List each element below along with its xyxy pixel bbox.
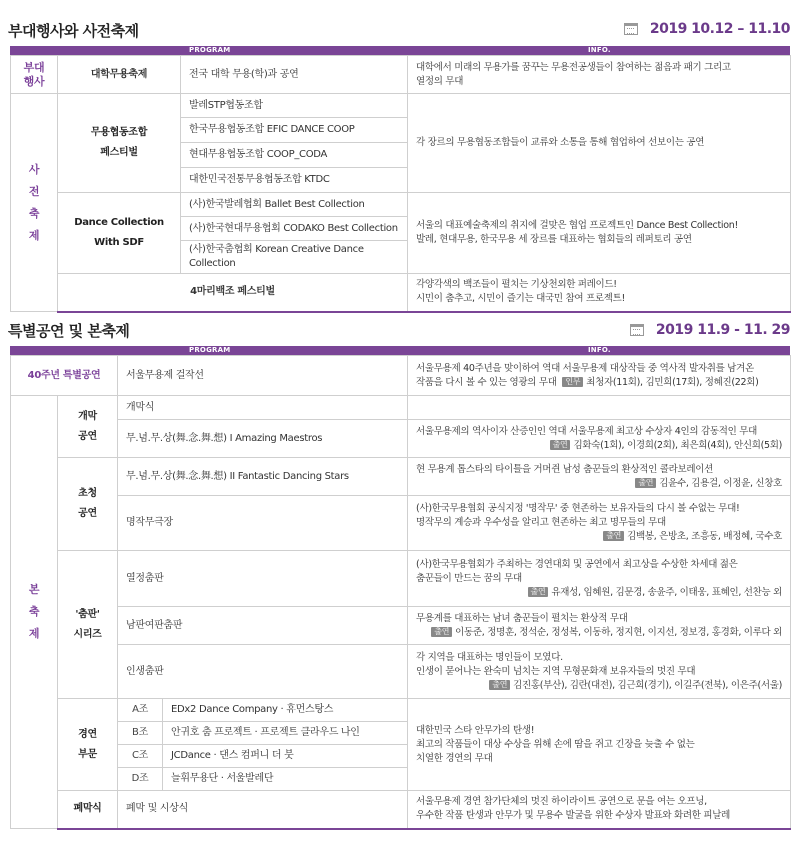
program-item: (사)한국발레협회 Ballet Best Collection <box>181 193 408 217</box>
program-name: 경연 부문 <box>58 699 118 791</box>
col-program-label: PROGRAM <box>189 46 231 54</box>
info-cell: (사)한국무용협회 공식지정 '명작무' 중 현존하는 보유자들의 다시 볼 수없는 무대! 명작무의 계승과 우수성을 알리고 현존하는 최고 명무들의 무대 출연 김백봉, 은방초, 조흥동, 배정혜, 국수호 <box>408 496 791 551</box>
cast-tag: 출연 <box>431 627 452 637</box>
calendar-icon <box>624 23 638 35</box>
group-teams: 안귀호 춤 프로젝트 · 프로젝트 클라우드 나인 <box>163 722 408 745</box>
table-row <box>11 396 791 420</box>
group-label: D조 <box>118 768 163 791</box>
category-cell: 본 축 제 <box>11 396 58 829</box>
info-cell: 각양각색의 백조들이 펼치는 기상천외한 퍼레이드! 시민이 춤추고, 시민이 즐기는 대국민 참여 프로젝트! <box>408 274 791 312</box>
info-cell: 서울의 대표예술축제의 취지에 걸맞은 협업 프로젝트인 Dance Best Collection! 발레, 현대무용, 한국무용 세 장르를 대표하는 협회들의 레퍼토리 공연 <box>408 193 791 274</box>
section1-title: 부대행사와 사전축제 <box>8 22 139 40</box>
program-item: (사)한국춤협회 Korean Creative Dance Collection <box>181 241 408 274</box>
section2-date: 2019 11.9 - 11. 29 <box>655 322 790 338</box>
cast-tag: 출연 <box>603 531 624 541</box>
program-item: 서울무용제 걸작선 <box>118 356 408 396</box>
section2-header-bar <box>10 346 790 355</box>
program-item: 발레STP협동조합 <box>181 94 408 118</box>
program-item: 개막식 <box>118 396 408 420</box>
info-cell: 서울무용제 경연 참가단체의 멋진 하이라이트 공연으로 문을 여는 오프닝, 우수한 작품 탄생과 안무가 및 무용수 발굴을 위한 수상자 발표와 화려한 피날레 <box>408 791 791 829</box>
program-name: '춤판' 시리즈 <box>58 551 118 699</box>
section2-title: 특별공연 및 본축제 <box>8 322 130 340</box>
program-item: 명작무극장 <box>118 496 408 551</box>
cast-tag: 출연 <box>528 587 549 597</box>
table-row <box>11 356 791 396</box>
program-item: 전국 대학 무용(학)과 공연 <box>181 56 408 94</box>
category-cell: 부대 행사 <box>11 56 58 94</box>
info-cell: (사)한국무용협회가 주최하는 경연대회 및 공연에서 최고상을 수상한 차세대 젊은 춤꾼들이 만드는 꿈의 무대 출연 유재성, 임혜원, 김문경, 송윤주, 이태웅, 표혜인, 선찬능 외 <box>408 551 791 607</box>
table-row <box>11 496 791 551</box>
section1-table <box>10 55 791 313</box>
program-item: 무.념.무.상(舞.念.舞.想) II Fantastic Dancing Stars <box>118 458 408 496</box>
info-cell: 각 장르의 무용협동조합들이 교류와 소통을 통해 협업하여 선보이는 공연 <box>408 94 791 193</box>
table-row <box>11 458 791 496</box>
table-row <box>11 274 791 312</box>
info-cell <box>408 396 791 420</box>
group-label: C조 <box>118 745 163 768</box>
info-cell: 각 지역을 대표하는 명인들이 모였다. 인생이 묻어나는 완숙미 넘치는 지역 무형문화재 보유자들의 멋진 무대 출연 김진홍(부산), 김란(대전), 김근희(경기), 이길주(전북), 이은주(서울) <box>408 645 791 699</box>
program-name: Dance Collection With SDF <box>58 193 181 274</box>
section1-date-wrap <box>624 21 790 37</box>
group-teams: EDx2 Dance Company · 휴먼스탕스 <box>163 699 408 722</box>
table-row <box>11 420 791 458</box>
group-teams: 늘휘무용단 · 서울발레단 <box>163 768 408 791</box>
program-name: 폐막식 <box>58 791 118 829</box>
info-cell: 서울무용제의 역사이자 산증인인 역대 서울무용제 최고상 수상자 4인의 감동적인 무대 출연 김화숙(1회), 이경희(2회), 최은희(4회), 안신희(5회) <box>408 420 791 458</box>
program-name: 4마리백조 페스티벌 <box>58 274 408 312</box>
table-row <box>11 607 791 645</box>
table-row <box>11 94 791 118</box>
group-label: A조 <box>118 699 163 722</box>
cast-tag: 출연 <box>489 680 510 690</box>
section1-header-bar <box>10 46 790 55</box>
table-row <box>11 56 791 94</box>
info-cell: 대학에서 미래의 무용가를 꿈꾸는 무용전공생들이 참여하는 젊음과 패기 그리고 열정의 무대 <box>408 56 791 94</box>
cast-tag: 출연 <box>635 478 656 488</box>
col-info-label: INFO. <box>588 46 611 54</box>
calendar-icon <box>630 324 644 336</box>
program-name: 무용협동조합 페스티벌 <box>58 94 181 193</box>
program-name: 대학무용축제 <box>58 56 181 94</box>
info-cell: 무용계를 대표하는 남녀 춤꾼들이 펼치는 환상적 무대 출연 이동준, 정명훈, 정석순, 정성복, 이동하, 정지현, 이지선, 정보경, 홍경화, 이루다 외 <box>408 607 791 645</box>
group-teams: JCDance · 댄스 컴퍼니 더 붓 <box>163 745 408 768</box>
section2-date-wrap <box>630 322 790 338</box>
cast-tag: 출연 <box>550 440 571 450</box>
table-row <box>11 193 791 217</box>
program-item: 대한민국전통무용협동조합 KTDC <box>181 168 408 193</box>
table-row <box>11 699 791 722</box>
info-cell: 대한민국 스타 안무가의 탄생! 최고의 작품들이 대상 수상을 위해 손에 땀을 쥐고 긴장을 늦출 수 없는 치열한 경연의 무대 <box>408 699 791 791</box>
category-cell: 사 전 축 제 <box>11 94 58 312</box>
category-cell: 40주년 특별공연 <box>11 356 118 396</box>
info-cell: 현 무용계 톱스타의 타이틀을 거머쥔 남성 춤꾼들의 환상적인 콜라보레이션 출연 김윤수, 김용걸, 이정윤, 신창호 <box>408 458 791 496</box>
col-info-label: INFO. <box>588 346 611 354</box>
group-label: B조 <box>118 722 163 745</box>
table-row <box>11 645 791 699</box>
cast-tag: 인무 <box>562 377 583 387</box>
section1-date: 2019 10.12 – 11.10 <box>649 21 790 37</box>
program-item: 한국무용협동조합 EFIC DANCE COOP <box>181 118 408 143</box>
program-item: 인생춤판 <box>118 645 408 699</box>
program-item: (사)한국현대무용협회 CODAKO Best Collection <box>181 217 408 241</box>
program-item: 열정춤판 <box>118 551 408 607</box>
program-name: 초청 공연 <box>58 458 118 551</box>
section2-table <box>10 355 791 830</box>
table-row <box>11 551 791 607</box>
program-item: 폐막 및 시상식 <box>118 791 408 829</box>
program-item: 현대무용협동조합 COOP_CODA <box>181 143 408 168</box>
program-item: 남판여판춤판 <box>118 607 408 645</box>
program-name: 개막 공연 <box>58 396 118 458</box>
info-cell: 서울무용제 40주년을 맞이하여 역대 서울무용제 대상작들 중 역사적 발자취를 남겨온 작품을 다시 볼 수 있는 영광의 무대 인무 최청자(11회), 김민희(17회), 정혜진(22회) <box>408 356 791 396</box>
col-program-label: PROGRAM <box>189 346 231 354</box>
program-item: 무.념.무.상(舞.念.舞.想) I Amazing Maestros <box>118 420 408 458</box>
table-row <box>11 791 791 829</box>
